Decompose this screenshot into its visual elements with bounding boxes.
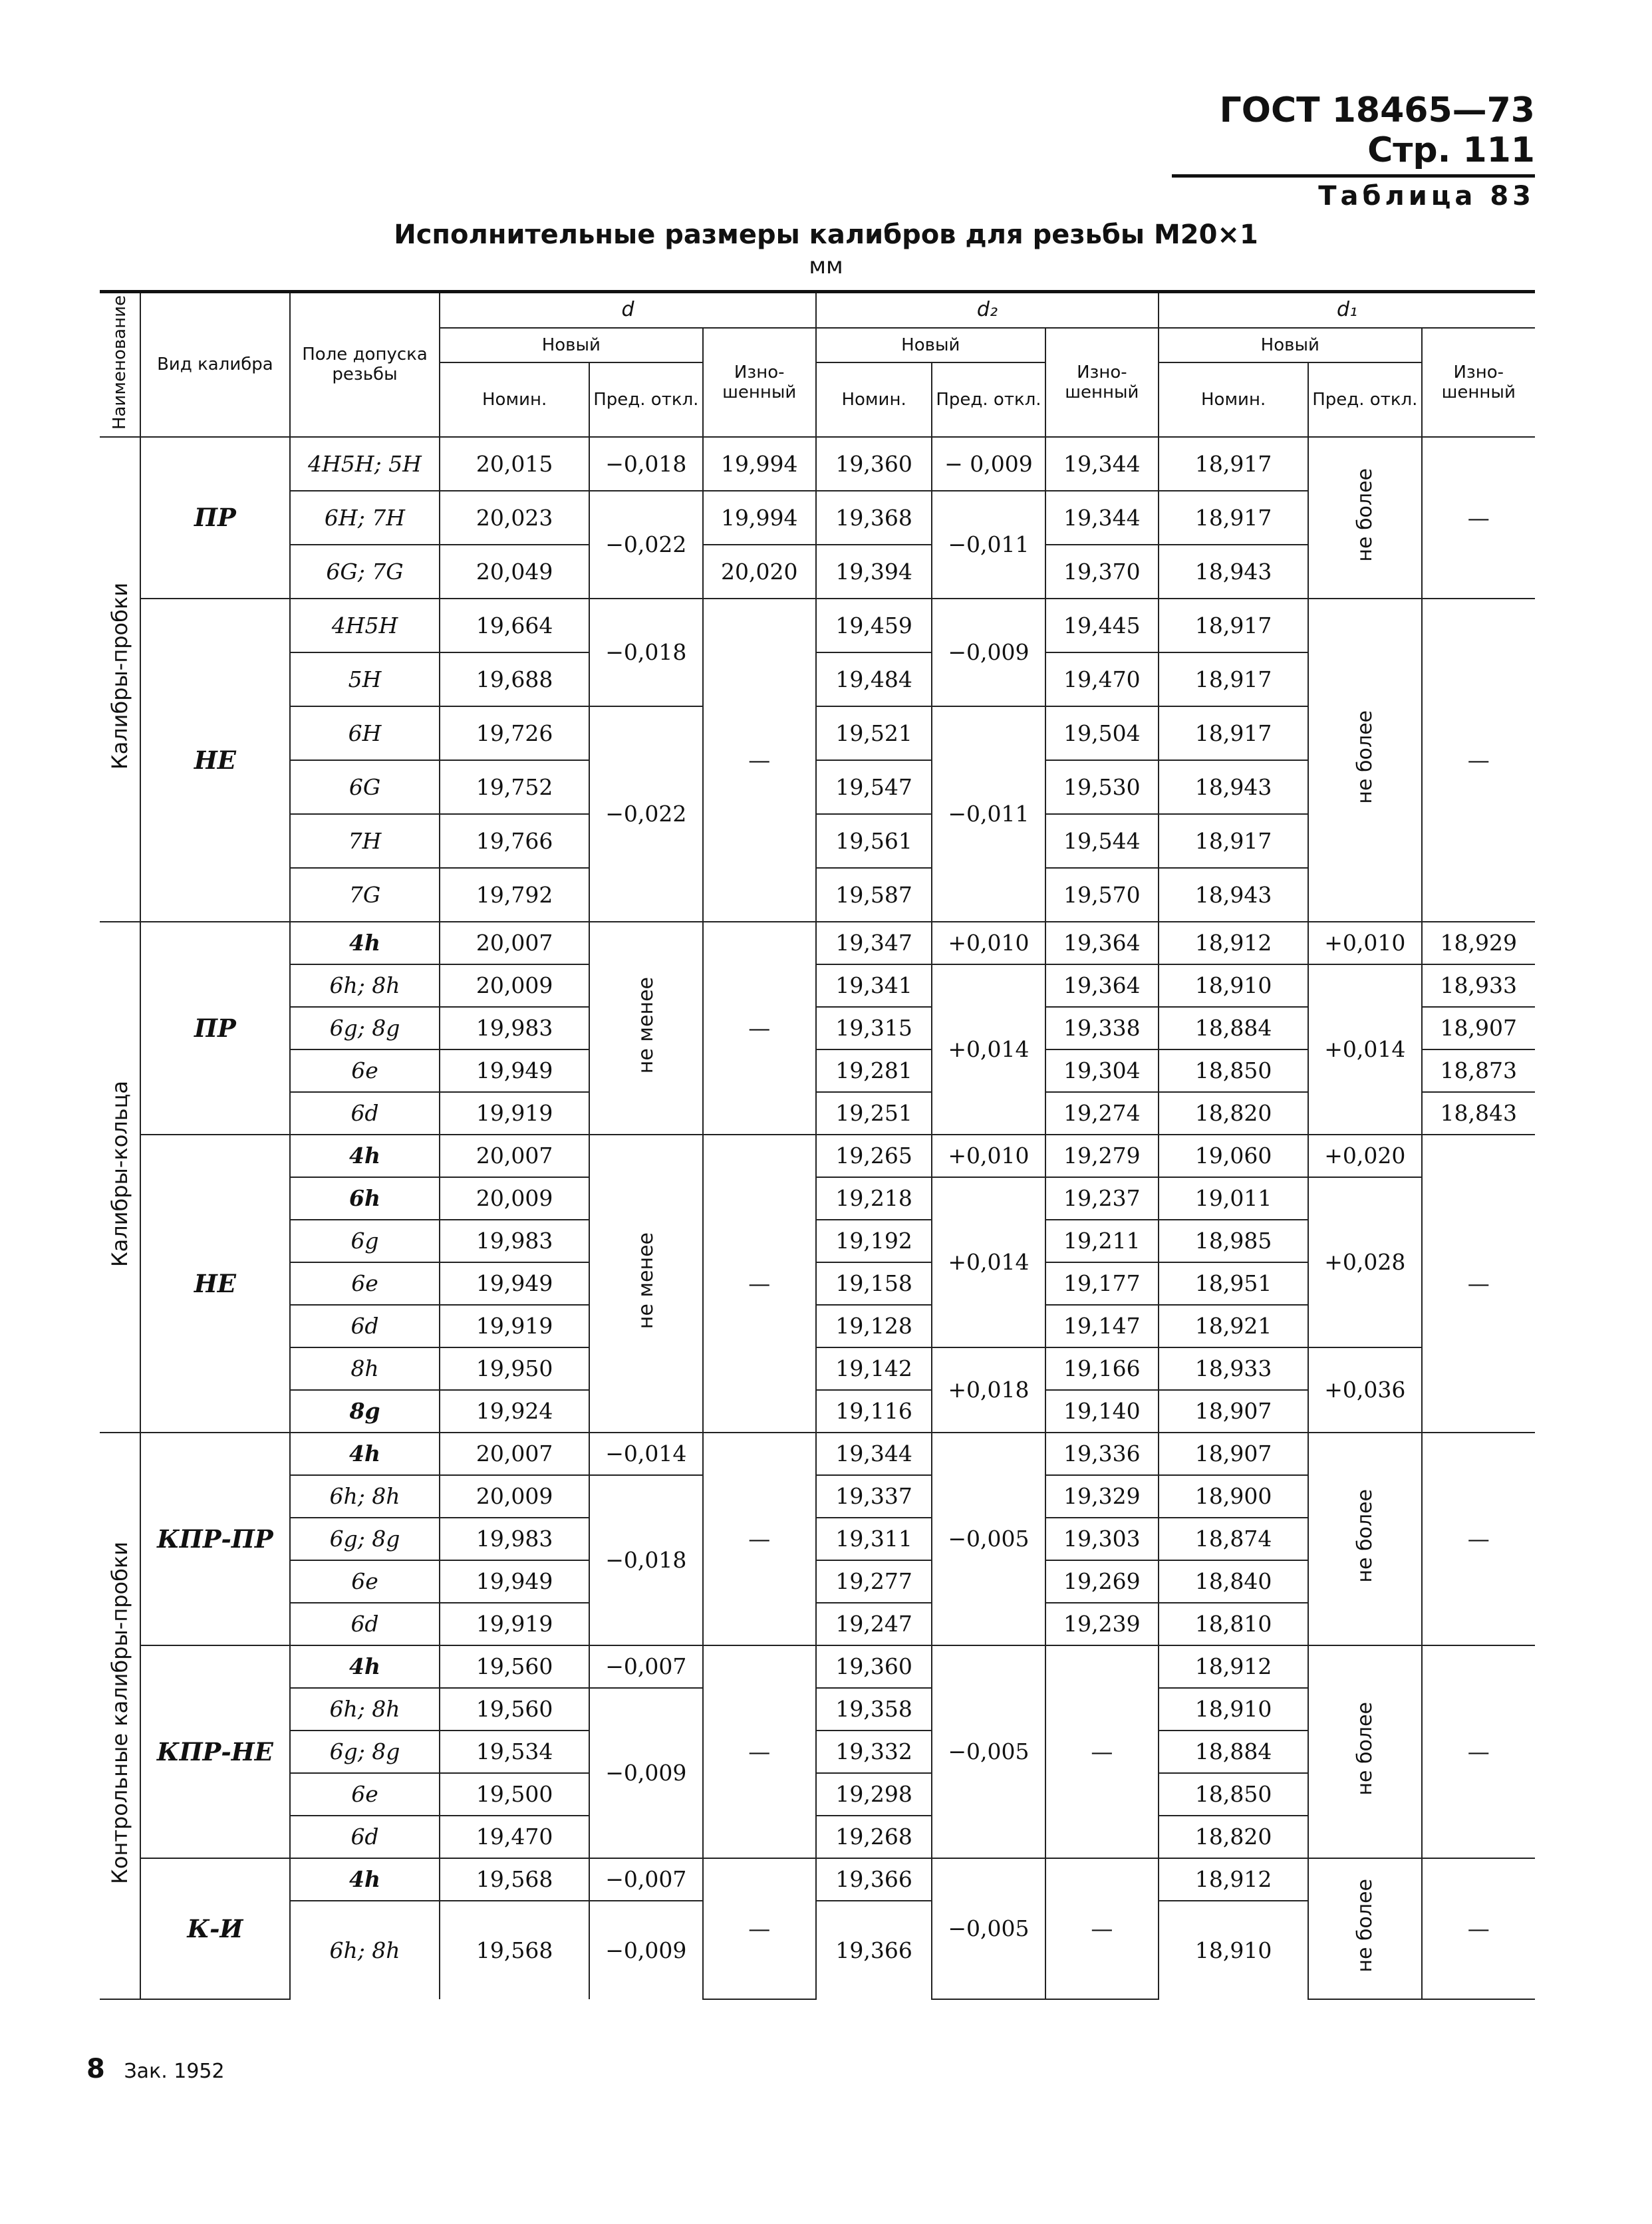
d1-dev-cell: +0,020 <box>1308 1135 1421 1177</box>
d2-worn-cell: — <box>1045 1645 1159 1858</box>
d2-worn-cell: 19,303 <box>1045 1518 1159 1560</box>
header-d1: d₁ <box>1159 292 1535 328</box>
d2-dev-cell: −0,005 <box>932 1858 1045 1999</box>
d2-dev-cell: −0,011 <box>932 706 1045 922</box>
tolerance-cell: 8g <box>290 1390 440 1433</box>
d2-dev-cell: +0,018 <box>932 1347 1045 1433</box>
d1-dev-note: не более <box>1308 1645 1421 1858</box>
d1-nom-cell: 18,921 <box>1159 1305 1308 1347</box>
header-kind: Вид калибра <box>140 292 290 437</box>
tolerance-cell: 6G <box>290 760 440 814</box>
d2-worn-cell: 19,344 <box>1045 437 1159 491</box>
d1-nom-cell: 18,917 <box>1159 491 1308 545</box>
d1-nom-cell: 18,943 <box>1159 760 1308 814</box>
d-nom-cell: 20,009 <box>440 964 589 1007</box>
d2-worn-cell: 19,370 <box>1045 545 1159 599</box>
gauge-kind: НЕ <box>140 1135 290 1433</box>
d2-nom-cell: 19,311 <box>816 1518 932 1560</box>
d-worn-cell: 19,994 <box>703 437 816 491</box>
d1-nom-cell: 18,850 <box>1159 1773 1308 1816</box>
tolerance-cell: 6g <box>290 1220 440 1262</box>
tolerance-cell: 8h <box>290 1347 440 1390</box>
d-nom-cell: 19,950 <box>440 1347 589 1390</box>
d2-worn-cell: 19,445 <box>1045 599 1159 652</box>
gauge-kind: КПР-НЕ <box>140 1645 290 1858</box>
d-nom-cell: 19,568 <box>440 1858 589 1901</box>
group-label: Калибры-кольца <box>100 922 140 1433</box>
tolerance-cell: 4H5H; 5H <box>290 437 440 491</box>
d1-nom-cell: 18,917 <box>1159 437 1308 491</box>
d-nom-cell: 19,568 <box>440 1901 589 1999</box>
d-dev-cell: −0,007 <box>589 1858 702 1901</box>
d2-nom-cell: 19,358 <box>816 1688 932 1731</box>
d-nom-cell: 20,023 <box>440 491 589 545</box>
d1-dev-cell: +0,014 <box>1308 964 1421 1135</box>
d-nom-cell: 19,983 <box>440 1220 589 1262</box>
d2-nom-cell: 19,360 <box>816 1645 932 1688</box>
table-unit: мм <box>809 253 843 279</box>
tolerance-cell: 4H5H <box>290 599 440 652</box>
header-worn: Изно- шенный <box>703 328 816 437</box>
d2-nom-cell: 19,587 <box>816 868 932 922</box>
d1-worn-cell: — <box>1422 1858 1535 1999</box>
d1-worn-cell: 18,929 <box>1422 922 1535 964</box>
page-header: ГОСТ 18465—73 Стр. 111 <box>1172 90 1535 178</box>
d2-worn-cell: 19,274 <box>1045 1092 1159 1135</box>
d2-worn-cell: 19,364 <box>1045 964 1159 1007</box>
d1-nom-cell: 18,850 <box>1159 1049 1308 1092</box>
d-worn-cell: — <box>703 1858 816 1999</box>
d2-nom-cell: 19,315 <box>816 1007 932 1049</box>
d1-nom-cell: 19,011 <box>1159 1177 1308 1220</box>
tolerance-cell: 7H <box>290 814 440 868</box>
d1-nom-cell: 18,910 <box>1159 964 1308 1007</box>
d2-worn-cell: 19,211 <box>1045 1220 1159 1262</box>
header-d2: d₂ <box>816 292 1159 328</box>
d-dev-cell: −0,014 <box>589 1433 702 1475</box>
d2-nom-cell: 19,268 <box>816 1816 932 1858</box>
d2-nom-cell: 19,265 <box>816 1135 932 1177</box>
order-number: Зак. 1952 <box>124 2060 225 2083</box>
d1-worn-cell: — <box>1422 1645 1535 1858</box>
tolerance-cell: 6d <box>290 1305 440 1347</box>
d1-nom-cell: 18,943 <box>1159 545 1308 599</box>
d1-nom-cell: 18,910 <box>1159 1901 1308 1999</box>
d-nom-cell: 19,470 <box>440 1816 589 1858</box>
d-dev-cell: −0,018 <box>589 437 702 491</box>
d2-worn-cell: 19,177 <box>1045 1262 1159 1305</box>
tolerance-cell: 6h <box>290 1177 440 1220</box>
gauge-kind: ПР <box>140 437 290 599</box>
d-dev-cell: −0,022 <box>589 706 702 922</box>
tolerance-cell: 4h <box>290 922 440 964</box>
d2-nom-cell: 19,547 <box>816 760 932 814</box>
d-nom-cell: 20,007 <box>440 922 589 964</box>
d1-nom-cell: 18,933 <box>1159 1347 1308 1390</box>
d2-nom-cell: 19,394 <box>816 545 932 599</box>
d1-dev-cell: +0,036 <box>1308 1347 1421 1433</box>
d-nom-cell: 19,919 <box>440 1603 589 1645</box>
tolerance-cell: 6d <box>290 1092 440 1135</box>
d1-worn-cell: — <box>1422 599 1535 922</box>
tolerance-cell: 6H; 7H <box>290 491 440 545</box>
d2-nom-cell: 19,128 <box>816 1305 932 1347</box>
d2-nom-cell: 19,247 <box>816 1603 932 1645</box>
d2-nom-cell: 19,347 <box>816 922 932 964</box>
d2-nom-cell: 19,366 <box>816 1901 932 1999</box>
d-nom-cell: 20,007 <box>440 1135 589 1177</box>
header-new: Новый <box>1159 328 1421 362</box>
d-nom-cell: 19,500 <box>440 1773 589 1816</box>
d-worn-cell: 19,994 <box>703 491 816 545</box>
d-nom-cell: 20,049 <box>440 545 589 599</box>
d-worn-cell: — <box>703 922 816 1135</box>
d1-nom-cell: 18,884 <box>1159 1007 1308 1049</box>
tolerance-cell: 6e <box>290 1773 440 1816</box>
d2-dev-cell: +0,010 <box>932 1135 1045 1177</box>
tolerance-cell: 6h; 8h <box>290 1475 440 1518</box>
d1-nom-cell: 18,917 <box>1159 599 1308 652</box>
d1-dev-note: не более <box>1308 437 1421 599</box>
d2-nom-cell: 19,298 <box>816 1773 932 1816</box>
d-worn-cell: — <box>703 1433 816 1645</box>
d-nom-cell: 19,983 <box>440 1007 589 1049</box>
d2-worn-cell: 19,140 <box>1045 1390 1159 1433</box>
d-worn-cell: — <box>703 1135 816 1433</box>
d1-nom-cell: 18,874 <box>1159 1518 1308 1560</box>
d1-nom-cell: 18,917 <box>1159 814 1308 868</box>
tolerance-cell: 4h <box>290 1433 440 1475</box>
d-dev-cell: −0,009 <box>589 1688 702 1858</box>
d1-nom-cell: 18,912 <box>1159 922 1308 964</box>
d1-nom-cell: 18,943 <box>1159 868 1308 922</box>
tolerance-cell: 4h <box>290 1135 440 1177</box>
d-nom-cell: 19,949 <box>440 1049 589 1092</box>
header-new: Новый <box>440 328 702 362</box>
d2-worn-cell: 19,269 <box>1045 1560 1159 1603</box>
header-worn: Изно- шенный <box>1422 328 1535 437</box>
d1-nom-cell: 18,907 <box>1159 1433 1308 1475</box>
tolerance-cell: 6h; 8h <box>290 1901 440 1999</box>
d-nom-cell: 20,009 <box>440 1177 589 1220</box>
tolerance-cell: 6g; 8g <box>290 1731 440 1773</box>
d-nom-cell: 19,919 <box>440 1092 589 1135</box>
d2-nom-cell: 19,368 <box>816 491 932 545</box>
d1-nom-cell: 18,912 <box>1159 1858 1308 1901</box>
d1-worn-cell: 18,873 <box>1422 1049 1535 1092</box>
header-tolerance: Поле допуска резьбы <box>290 292 440 437</box>
tolerance-cell: 6G; 7G <box>290 545 440 599</box>
d-nom-cell: 19,919 <box>440 1305 589 1347</box>
d2-worn-cell: 19,544 <box>1045 814 1159 868</box>
d2-dev-cell: +0,010 <box>932 922 1045 964</box>
d-dev-note: не менее <box>589 1135 702 1433</box>
gauge-kind: КПР-ПР <box>140 1433 290 1645</box>
tolerance-cell: 6e <box>290 1262 440 1305</box>
d2-worn-cell: 19,304 <box>1045 1049 1159 1092</box>
d2-dev-cell: +0,014 <box>932 1177 1045 1347</box>
header-name: Наименование <box>100 292 140 437</box>
d2-nom-cell: 19,116 <box>816 1390 932 1433</box>
d1-nom-cell: 18,820 <box>1159 1092 1308 1135</box>
d1-nom-cell: 18,917 <box>1159 706 1308 760</box>
page-footer <box>86 2054 225 2084</box>
d-nom-cell: 19,664 <box>440 599 589 652</box>
d-worn-cell: — <box>703 1645 816 1858</box>
tolerance-cell: 7G <box>290 868 440 922</box>
d2-dev-cell: −0,005 <box>932 1433 1045 1645</box>
tolerance-cell: 5H <box>290 652 440 706</box>
d2-worn-cell: 19,239 <box>1045 1603 1159 1645</box>
table-number: Таблица 83 <box>1318 181 1535 211</box>
d1-nom-cell: 18,820 <box>1159 1816 1308 1858</box>
d-worn-cell: 20,020 <box>703 545 816 599</box>
d1-worn-cell: — <box>1422 1135 1535 1433</box>
d-nom-cell: 19,792 <box>440 868 589 922</box>
d2-worn-cell: 19,279 <box>1045 1135 1159 1177</box>
d-nom-cell: 19,688 <box>440 652 589 706</box>
d1-nom-cell: 18,900 <box>1159 1475 1308 1518</box>
group-label: Контрольные калибры-пробки <box>100 1433 140 1999</box>
d1-worn-cell: — <box>1422 1433 1535 1645</box>
tolerance-cell: 4h <box>290 1645 440 1688</box>
d1-nom-cell: 18,884 <box>1159 1731 1308 1773</box>
d-dev-cell: −0,018 <box>589 599 702 706</box>
tolerance-cell: 6H <box>290 706 440 760</box>
d2-nom-cell: 19,459 <box>816 599 932 652</box>
gauge-kind: ПР <box>140 922 290 1135</box>
d2-nom-cell: 19,521 <box>816 706 932 760</box>
d2-worn-cell: 19,364 <box>1045 922 1159 964</box>
gauge-dimensions-table <box>100 290 1535 2000</box>
d2-dev-cell: − 0,009 <box>932 437 1045 491</box>
d-nom-cell: 20,009 <box>440 1475 589 1518</box>
d-nom-cell: 20,015 <box>440 437 589 491</box>
d2-nom-cell: 19,218 <box>816 1177 932 1220</box>
d2-worn-cell: 19,329 <box>1045 1475 1159 1518</box>
d2-nom-cell: 19,158 <box>816 1262 932 1305</box>
tolerance-cell: 6h; 8h <box>290 1688 440 1731</box>
d2-worn-cell: 19,237 <box>1045 1177 1159 1220</box>
d2-worn-cell: 19,570 <box>1045 868 1159 922</box>
header-dev: Пред. откл. <box>1308 362 1421 437</box>
d-nom-cell: 19,726 <box>440 706 589 760</box>
header-dev: Пред. откл. <box>589 362 702 437</box>
d2-nom-cell: 19,277 <box>816 1560 932 1603</box>
d-nom-cell: 19,752 <box>440 760 589 814</box>
d2-nom-cell: 19,192 <box>816 1220 932 1262</box>
d1-worn-cell: 18,933 <box>1422 964 1535 1007</box>
d1-nom-cell: 18,951 <box>1159 1262 1308 1305</box>
page-number: 8 <box>86 2054 105 2084</box>
d-nom-cell: 19,949 <box>440 1262 589 1305</box>
header-new: Новый <box>816 328 1045 362</box>
d-dev-note: не менее <box>589 922 702 1135</box>
d1-nom-cell: 18,912 <box>1159 1645 1308 1688</box>
d1-nom-cell: 18,910 <box>1159 1688 1308 1731</box>
d2-dev-cell: −0,009 <box>932 599 1045 706</box>
d-nom-cell: 19,924 <box>440 1390 589 1433</box>
d-nom-cell: 19,949 <box>440 1560 589 1603</box>
d-nom-cell: 19,560 <box>440 1645 589 1688</box>
d1-nom-cell: 18,917 <box>1159 652 1308 706</box>
d2-worn-cell: 19,166 <box>1045 1347 1159 1390</box>
d1-nom-cell: 18,810 <box>1159 1603 1308 1645</box>
d-worn-cell: — <box>703 599 816 922</box>
d-nom-cell: 19,983 <box>440 1518 589 1560</box>
tolerance-cell: 6d <box>290 1603 440 1645</box>
d-dev-cell: −0,022 <box>589 491 702 599</box>
d2-worn-cell: 19,470 <box>1045 652 1159 706</box>
d1-nom-cell: 18,840 <box>1159 1560 1308 1603</box>
d-nom-cell: 19,560 <box>440 1688 589 1731</box>
d2-nom-cell: 19,484 <box>816 652 932 706</box>
d1-dev-note: не более <box>1308 1858 1421 1999</box>
header-worn: Изно- шенный <box>1045 328 1159 437</box>
tolerance-cell: 6e <box>290 1049 440 1092</box>
d1-nom-cell: 19,060 <box>1159 1135 1308 1177</box>
d-nom-cell: 20,007 <box>440 1433 589 1475</box>
header-nom: Номин. <box>440 362 589 437</box>
d1-dev-note: не более <box>1308 599 1421 922</box>
d-dev-cell: −0,007 <box>589 1645 702 1688</box>
d1-worn-cell: 18,843 <box>1422 1092 1535 1135</box>
tolerance-cell: 4h <box>290 1858 440 1901</box>
d2-worn-cell: 19,338 <box>1045 1007 1159 1049</box>
tolerance-cell: 6d <box>290 1816 440 1858</box>
d2-worn-cell: 19,336 <box>1045 1433 1159 1475</box>
d1-worn-cell: — <box>1422 437 1535 599</box>
gauge-kind: К-И <box>140 1858 290 1999</box>
table-title: Исполнительные размеры калибров для резьбы M20×1 <box>394 219 1258 250</box>
d1-worn-cell: 18,907 <box>1422 1007 1535 1049</box>
d2-nom-cell: 19,344 <box>816 1433 932 1475</box>
d2-nom-cell: 19,332 <box>816 1731 932 1773</box>
d-dev-cell: −0,009 <box>589 1901 702 1999</box>
d2-nom-cell: 19,337 <box>816 1475 932 1518</box>
d-nom-cell: 19,534 <box>440 1731 589 1773</box>
tolerance-cell: 6e <box>290 1560 440 1603</box>
d1-dev-cell: +0,028 <box>1308 1177 1421 1347</box>
header-d: d <box>440 292 816 328</box>
header-nom: Номин. <box>816 362 932 437</box>
d2-nom-cell: 19,360 <box>816 437 932 491</box>
d2-nom-cell: 19,341 <box>816 964 932 1007</box>
d-nom-cell: 19,766 <box>440 814 589 868</box>
d1-dev-note: не более <box>1308 1433 1421 1645</box>
gauge-kind: НЕ <box>140 599 290 922</box>
d1-dev-cell: +0,010 <box>1308 922 1421 964</box>
tolerance-cell: 6g; 8g <box>290 1007 440 1049</box>
d1-nom-cell: 18,907 <box>1159 1390 1308 1433</box>
d2-nom-cell: 19,251 <box>816 1092 932 1135</box>
d2-worn-cell: 19,504 <box>1045 706 1159 760</box>
group-label: Калибры-пробки <box>100 437 140 922</box>
header-nom: Номин. <box>1159 362 1308 437</box>
tolerance-cell: 6h; 8h <box>290 964 440 1007</box>
d2-dev-cell: −0,011 <box>932 491 1045 599</box>
d2-nom-cell: 19,561 <box>816 814 932 868</box>
d2-worn-cell: 19,147 <box>1045 1305 1159 1347</box>
d1-nom-cell: 18,985 <box>1159 1220 1308 1262</box>
header-dev: Пред. откл. <box>932 362 1045 437</box>
d2-nom-cell: 19,366 <box>816 1858 932 1901</box>
d2-dev-cell: +0,014 <box>932 964 1045 1135</box>
d-dev-cell: −0,018 <box>589 1475 702 1645</box>
d2-dev-cell: −0,005 <box>932 1645 1045 1858</box>
d2-worn-cell: 19,344 <box>1045 491 1159 545</box>
d2-nom-cell: 19,142 <box>816 1347 932 1390</box>
d2-worn-cell: 19,530 <box>1045 760 1159 814</box>
d2-nom-cell: 19,281 <box>816 1049 932 1092</box>
d2-worn-cell: — <box>1045 1858 1159 1999</box>
tolerance-cell: 6g; 8g <box>290 1518 440 1560</box>
